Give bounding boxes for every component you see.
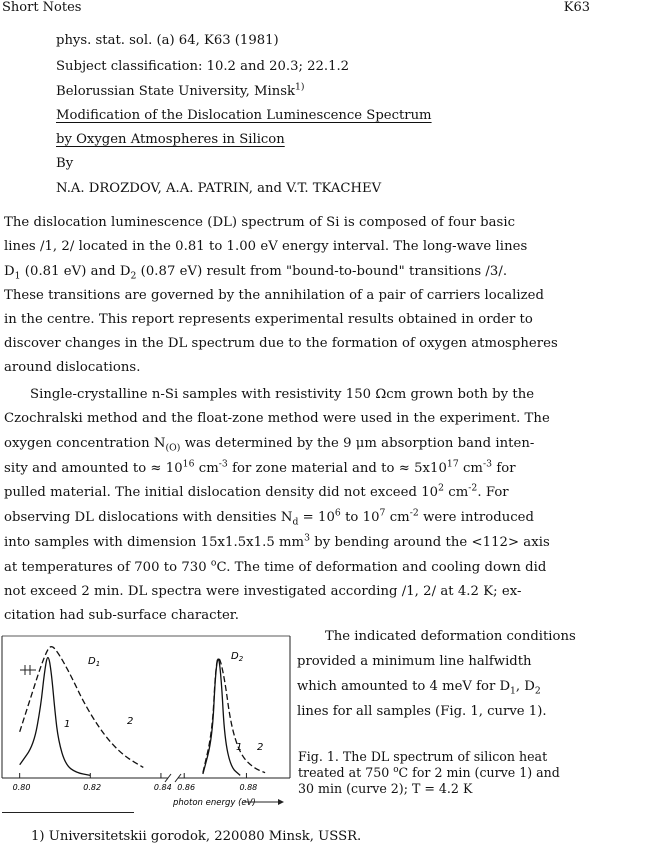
curve-label-2: 2 [127, 716, 134, 727]
x-axis-label: photon energy (eV) [173, 798, 256, 808]
figure-caption-line: treated at 750 $^o$C for 2 min (curve 1) and [298, 764, 560, 780]
footnote-rule [2, 812, 134, 813]
x-tick-label: 0.82 [83, 783, 102, 792]
arrow-head-icon [278, 799, 284, 805]
peak-label-d2: $D_2$ [231, 651, 244, 663]
body-line: $D_1$ (0.81 eV) and $D_2$ (0.87 eV) result from "bound-to-bound" transitions /3/. [4, 264, 508, 282]
figure-1-spectrum [0, 632, 292, 812]
side-text-line: The indicated deformation conditions [325, 629, 576, 644]
body-line: in the centre. This report represents experimental results obtained in order to [4, 312, 533, 327]
body-line: Czochralski method and the float-zone method were used in the experiment. The [4, 411, 550, 426]
side-text-line: which amounted to 4 meV for $D_1$, $D_2$ [297, 679, 541, 697]
body-line: at temperatures of 700 to 730 $^o$C. The time of deformation and cooling down did [4, 557, 547, 575]
subject-classification: Subject classification: 10.2 and 20.3; 22.1.2 [56, 59, 350, 74]
by-label: By [56, 156, 74, 171]
body-line: observing DL dislocations with densities $N_d = 10^6$ to $10^7$ $cm^{-2}$ were introduced [4, 507, 535, 528]
affiliation: Belorussian State University, Minsk$^{1)}$ [56, 81, 305, 99]
curve-label-2-right: 2 [257, 742, 264, 753]
body-line: discover changes in the DL spectrum due to the formation of oxygen atmospheres [4, 336, 558, 351]
body-line: The dislocation luminescence (DL) spectrum of Si is composed of four basic [4, 215, 516, 230]
curve-1-d1 [20, 658, 91, 776]
x-tick-label: 0.80 [12, 783, 31, 792]
page-number: K63 [563, 0, 590, 15]
side-text-line: provided a minimum line halfwidth [297, 654, 532, 669]
side-text-line: lines for all samples (Fig. 1, curve 1). [297, 704, 547, 719]
body-line: oxygen concentration $N_{(O)}$ was determined by the 9 μm absorption band inten- [4, 436, 535, 454]
running-head: Short Notes [2, 0, 82, 15]
body-line: pulled material. The initial dislocation density did not exceed $10^2$ $cm^{-2}$. For [4, 482, 509, 500]
curve-label-1-right: 1 [236, 742, 243, 753]
x-tick-label: 0.84 [153, 783, 172, 792]
body-line: lines /1, 2/ located in the 0.81 to 1.00 eV energy interval. The long-wave lines [4, 239, 528, 254]
footnote: 1) Universitetskii gorodok, 220080 Minsk, USSR. [31, 829, 362, 844]
peak-label-d1: $D_1$ [88, 656, 101, 668]
body-line: not exceed 2 min. DL spectra were investigated according /1, 2/ at 4.2 K; ex- [4, 584, 522, 599]
body-line: Single-crystalline n-Si samples with resistivity 150 Ωcm grown both by the [30, 387, 535, 402]
authors: N.A. DROZDOV, A.A. PATRIN, and V.T. TKACHEV [56, 181, 382, 196]
body-line: into samples with dimension 15x1.5x1.5 $mm^3$ by bending around the <112> axis [4, 532, 550, 550]
x-tick-label: 0.88 [239, 783, 258, 792]
body-line: These transitions are governed by the annihilation of a pair of carriers localized [4, 288, 544, 303]
x-tick-label: 0.86 [177, 783, 196, 792]
resolution-symbol [20, 665, 36, 675]
curve-1-d2 [203, 659, 243, 775]
title-line-2: by Oxygen Atmospheres in Silicon [56, 132, 285, 147]
body-line: sity and amounted to ≈ $10^{16}$ $cm^{-3}$ for zone material and to ≈ $5x10^{17}$ $cm^{-3}$ for [4, 458, 516, 476]
figure-caption-line: Fig. 1. The DL spectrum of silicon heat [298, 749, 548, 764]
title-line-1: Modification of the Dislocation Luminescence Spectrum [56, 108, 432, 123]
body-line: citation had sub-surface character. [4, 608, 239, 623]
curve-2-d1 [20, 647, 144, 768]
curve-2-d2 [203, 658, 265, 772]
curve-label-1: 1 [64, 719, 71, 730]
affiliation-mark: 1) [294, 81, 305, 93]
citation: phys. stat. sol. (a) 64, K63 (1981) [56, 33, 279, 48]
body-line: around dislocations. [4, 360, 141, 375]
figure-caption-line: 30 min (curve 2); T = 4.2 K [298, 781, 473, 796]
